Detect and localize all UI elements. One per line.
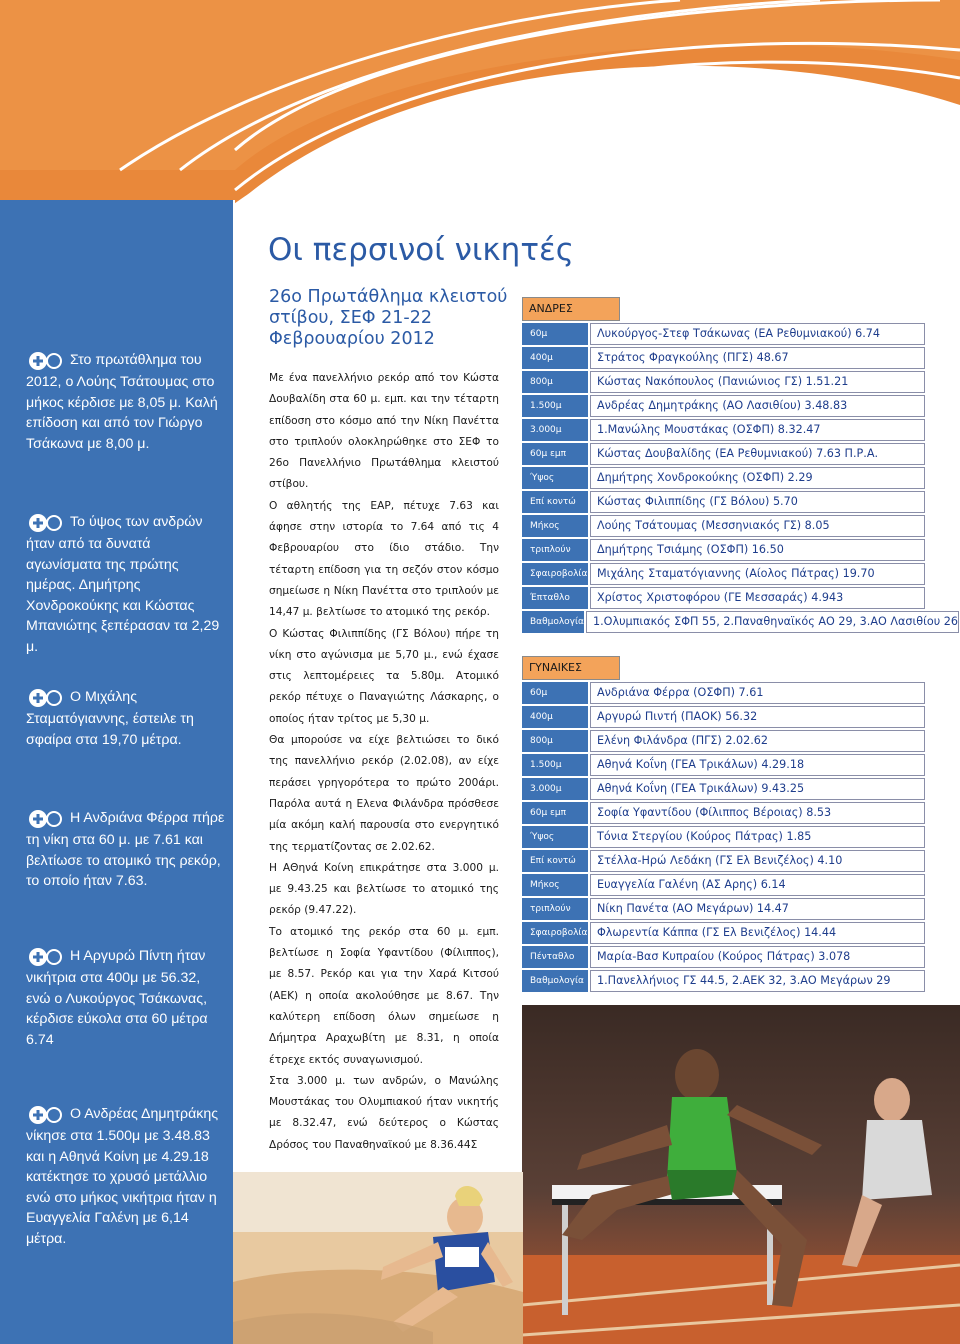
winner-cell: Κώστας Φιλιππίδης (ΓΣ Βόλου) 5.70 <box>590 491 925 514</box>
winner-cell: Σοφία Υφαντίδου (Φίλιππος Βέροιας) 8.53 <box>590 802 925 825</box>
event-cell: 400μ <box>522 347 588 370</box>
article-paragraph: Ο αθλητής της ΕΑΡ, πέτυχε 7.63 και άφησε στην ιστορία το 7.64 από τις 4 Φεβρουαρίου στο ίδιο στάδιο. Την τέταρτη επίδοση για τη σεζόν στον κόσμο σημείωσε η Νίκη Πανέττα στο τριπλούν με 14,47 μ. βελτίωσε το ατομικό της ρεκόρ. <box>269 499 499 619</box>
sidebar-item-text: Ο Ανδρέας Δημητράκης νίκησε στα 1.500μ με 3.48.83 και η Αθηνά Κοίνη με 4.29.18 κατέκτησε το χρυσό μετάλλιο ενώ στο μήκος νικήτρια ήταν η Ευαγγελία Γαλένη με 6,14 μέτρα. <box>26 1106 219 1247</box>
table-row <box>522 730 925 753</box>
table-row <box>522 898 925 921</box>
winner-cell: Δημήτρης Τσιάμης (ΟΣΦΠ) 16.50 <box>590 539 925 562</box>
sidebar-item-highjump-men <box>26 512 226 657</box>
table-row <box>522 395 925 418</box>
women-results-header: ΓΥΝΑΙΚΕΣ <box>522 656 620 680</box>
winner-cell: Κώστας Νακόπουλος (Πανιώνιος ΓΣ) 1.51.21 <box>590 371 925 394</box>
winner-cell: 1.Μανώλης Μουστάκας (ΟΣΦΠ) 8.32.47 <box>590 419 925 442</box>
sidebar-item-60m-women <box>26 808 226 892</box>
event-cell: Επί κοντώ <box>522 491 588 514</box>
event-cell: Μήκος <box>522 515 588 538</box>
winner-cell: Στράτος Φραγκούλης (ΠΓΣ) 48.67 <box>590 347 925 370</box>
article-heading: 26ο Πρωτάθλημα κλειστού στίβου, ΣΕΦ 21-22 Φεβρουαρίου 2012 <box>269 287 508 349</box>
table-row <box>522 778 925 801</box>
segas-logo-icon <box>26 687 66 709</box>
table-row <box>522 563 925 586</box>
winner-cell: Μαρία-Βασ Κυπραίου (Κούρος Πάτρας) 3.078 <box>590 946 925 969</box>
winner-cell: Κώστας Δουβαλίδης (ΕΑ Ρεθυμνιακού) 7.63 Π.Ρ.Α. <box>590 443 925 466</box>
winner-cell: Τόνια Στεργίου (Κούρος Πάτρας) 1.85 <box>590 826 925 849</box>
segas-logo-icon <box>26 808 66 830</box>
event-cell: 3.000μ <box>522 778 588 801</box>
event-cell: Βαθμολογία <box>522 611 584 634</box>
table-row <box>522 682 925 705</box>
event-cell: 1.500μ <box>522 395 588 418</box>
long-jumper-photo <box>233 1172 523 1344</box>
segas-logo-icon <box>26 946 66 968</box>
event-cell: 60μ <box>522 682 588 705</box>
winner-cell: Αθηνά Κοΐνη (ΓΕΑ Τρικάλων) 4.29.18 <box>590 754 925 777</box>
article-body <box>269 368 499 1156</box>
event-cell: Επί κοντώ <box>522 850 588 873</box>
table-row <box>522 946 925 969</box>
table-row <box>522 922 925 945</box>
table-row <box>522 443 925 466</box>
table-row <box>522 347 925 370</box>
winner-cell: Λούης Τσάτουμας (Μεσσηνιακός ΓΣ) 8.05 <box>590 515 925 538</box>
winner-cell: 1.Ολυμπιακός ΣΦΠ 55, 2.Παναθηναϊκός ΑΟ 29, 3.ΑΟ Λασιθίου 26 <box>586 611 959 634</box>
event-cell: 800μ <box>522 730 588 753</box>
sidebar-item-shotput-men <box>26 687 226 750</box>
sidebar-item-1500m <box>26 1104 226 1249</box>
table-row <box>522 850 925 873</box>
hurdler-photo <box>522 1005 960 1344</box>
event-cell: τριπλούν <box>522 539 588 562</box>
winner-cell: Ανδριάνα Φέρρα (ΟΣΦΠ) 7.61 <box>590 682 925 705</box>
men-results-table <box>522 297 959 633</box>
table-row <box>522 611 959 634</box>
sidebar-item-longjump-men <box>26 350 226 454</box>
table-row <box>522 515 925 538</box>
winner-cell: Αθηνά Κοΐνη (ΓΕΑ Τρικάλων) 9.43.25 <box>590 778 925 801</box>
winner-cell: 1.Πανελλήνιος ΓΣ 44.5, 2.ΑΕΚ 32, 3.ΑΟ Μεγάρων 29 <box>590 970 925 993</box>
sidebar-item-text: Στο πρωτάθλημα του 2012, ο Λούης Τσάτουμας στο μήκος κέρδισε με 8,05 μ. Καλή επίδοση και από τον Γιώργο Τσάκωνα με 8,00 μ. <box>26 352 218 452</box>
table-row <box>522 323 925 346</box>
event-cell: Ύψος <box>522 467 588 490</box>
segas-logo-icon <box>26 350 66 372</box>
sidebar-item-400m <box>26 946 226 1050</box>
winner-cell: Χρίστος Χριστοφόρου (ΓΕ Μεσσαράς) 4.943 <box>590 587 925 610</box>
winner-cell: Μιχάλης Σταματόγιαννης (Αίολος Πάτρας) 19.70 <box>590 563 925 586</box>
event-cell: Μήκος <box>522 874 588 897</box>
table-row <box>522 706 925 729</box>
event-cell: 800μ <box>522 371 588 394</box>
table-row <box>522 491 925 514</box>
winner-cell: Ευαγγελία Γαλένη (ΑΣ Αρης) 6.14 <box>590 874 925 897</box>
event-cell: 60μ εμπ <box>522 802 588 825</box>
event-cell: 60μ εμπ <box>522 443 588 466</box>
winner-cell: Νίκη Πανέτα (ΑΟ Μεγάρων) 14.47 <box>590 898 925 921</box>
sidebar-item-text: Η Ανδριάνα Φέρρα πήρε τη νίκη στα 60 μ. με 7.61 και βελτίωσε το ατομικό της ρεκόρ, το οποίο ήταν 7.63. <box>26 810 225 889</box>
event-cell: Βαθμολογία <box>522 970 588 993</box>
men-results-header: ΑΝΔΡΕΣ <box>522 297 620 321</box>
event-cell: 400μ <box>522 706 588 729</box>
segas-logo-icon <box>26 1104 66 1126</box>
article-paragraph: Η ΑΘηνά Κοίνη επικράτησε στα 3.000 μ. με 9.43.25 και βελτίωσε το ατομικό της ρεκόρ (9.47.22). <box>269 861 499 917</box>
table-row <box>522 419 925 442</box>
event-cell: 60μ <box>522 323 588 346</box>
table-row <box>522 970 925 993</box>
page-title: Οι περσινοί νικητές <box>268 232 574 268</box>
winner-cell: Ελένη Φιλάνδρα (ΠΓΣ) 2.02.62 <box>590 730 925 753</box>
table-row <box>522 371 925 394</box>
winner-cell: Δημήτρης Χονδροκούκης (ΟΣΦΠ) 2.29 <box>590 467 925 490</box>
event-cell: τριπλούν <box>522 898 588 921</box>
article-paragraph: Στα 3.000 μ. των ανδρών, ο Μανώλης Μουστάκας του Ολυμπιακού ήταν νικητής με 8.32.47, ενώ δεύτερος ο Κώστας Δρόσος του Παναθηναϊκού με 8.36.44Σ <box>269 1074 499 1151</box>
article-paragraph: Θα μπορούσε να είχε βελτιώσει το δικό της πανελλήνιο ρεκόρ (2.02.08), αν είχε περάσει γρηγορότερα το πρώτο 200άρι. Παρόλα αυτά η Ελενα Φιλάνδρα πρόσθεσε μία ακόμη καλή παρουσία στο ενεργητικό της τερματίζοντας σε 2.02.62. <box>269 734 499 853</box>
table-row <box>522 539 925 562</box>
winner-cell: Ανδρέας Δημητράκης (ΑΟ Λασιθίου) 3.48.83 <box>590 395 925 418</box>
table-row <box>522 826 925 849</box>
event-cell: Έπταθλο <box>522 587 588 610</box>
event-cell: Πένταθλο <box>522 946 588 969</box>
article-paragraph: Με ένα πανελλήνιο ρεκόρ από τον Κώστα Δουβαλίδη στα 60 μ. εμπ. και την τέταρτη επίδοση στο κόσμο από την Νίκη Πανέττα στο τριπλούν ολοκληρώθηκε στο ΣΕΦ το 26ο Πανελλήνιο Πρωτάθλημα κλειστού στίβου. <box>269 372 499 491</box>
table-row <box>522 587 925 610</box>
event-cell: Σφαιροβολία <box>522 563 588 586</box>
table-row <box>522 754 925 777</box>
sidebar-item-text: Η Αργυρώ Πίντη ήταν νικήτρια στα 400μ με 56.32, ενώ ο Λυκούργος Τσάκωνας, κέρδισε εύκολα στα 60 μέτρα 6.74 <box>26 948 208 1048</box>
event-cell: 3.000μ <box>522 419 588 442</box>
winner-cell: Αργυρώ Πιντή (ΠΑΟΚ) 56.32 <box>590 706 925 729</box>
segas-logo-icon <box>26 512 66 534</box>
winner-cell: Στέλλα-Ηρώ Λεδάκη (ΓΣ Ελ Βενιζέλος) 4.10 <box>590 850 925 873</box>
table-row <box>522 874 925 897</box>
event-cell: Σφαιροβολία <box>522 922 588 945</box>
winner-cell: Λυκούργος-Στεφ Τσάκωνας (ΕΑ Ρεθυμνιακού) 6.74 <box>590 323 925 346</box>
table-row <box>522 802 925 825</box>
event-cell: Ύψος <box>522 826 588 849</box>
table-row <box>522 467 925 490</box>
article-paragraph: Το ατομικό της ρεκόρ στα 60 μ. εμπ. βελτίωσε η Σοφία Υφαντίδου (Φίλιππος), με 8.57. Ρεκόρ και για την Χαρά Κιτσού (ΑΕΚ) η οποία ακολούθησε με 8.67. Την καλύτερη επίδοση όλων σημείωσε η Δήμητρα Αραχωβίτη με 8.31, η οποία έτρεχε εκτός συναγωνισμού. <box>269 925 499 1066</box>
event-cell: 1.500μ <box>522 754 588 777</box>
sidebar-item-text: Ο Μιχάλης Σταματόγιαννης, έστειλε τη σφαίρα στα 19,70 μέτρα. <box>26 689 194 748</box>
winner-cell: Φλωρεντία Κάππα (ΓΣ Ελ Βενιζέλος) 14.44 <box>590 922 925 945</box>
women-results-table <box>522 656 925 992</box>
article-paragraph: Ο Κώστας Φιλιππίδης (ΓΣ Βόλου) πήρε τη νίκη στο αγώνισμα με 5,70 μ., ενώ έχασε στις λεπτομέρειες τα 5.80μ. Ατομικό ρεκόρ πέτυχε ο Παναγιώτης Λάσκαρης, ο οποίος ήταν τρίτος με 5,30 μ. <box>269 627 499 725</box>
sidebar-item-text: Το ύψος των ανδρών ήταν από τα δυνατά αγωνίσματα της πρώτης ημέρας. Δημήτρης Χονδροκούκης και Κώστας Μπανιώτης ξεπέρασαν τα 2,29 μ. <box>26 514 220 655</box>
